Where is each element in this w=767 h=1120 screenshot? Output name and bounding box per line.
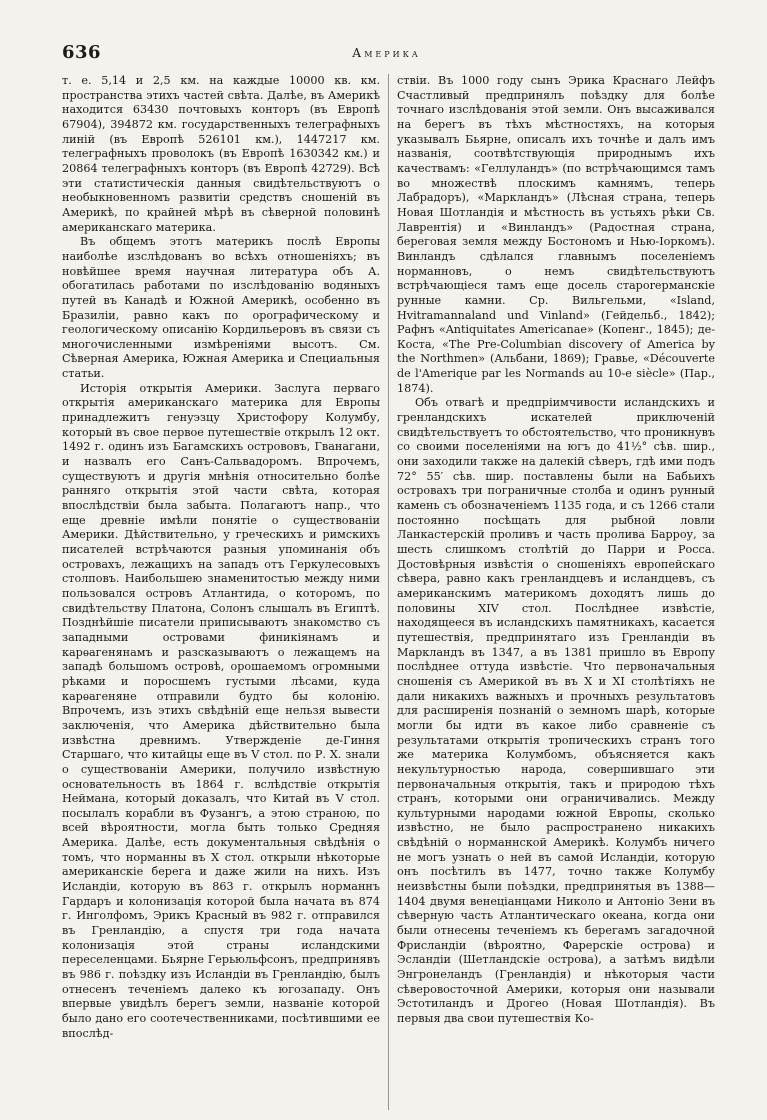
page-number: 636 xyxy=(62,42,102,63)
left-column xyxy=(62,74,388,1110)
left-paragraph-3: Исторія открытія Америки. Заслуга перваго открытія американскаго материка для Европы принадлежитъ генуэзцу Христофору Колумбу, который въ свое первое путешествіе открылъ 12 окт. 1492 г. одинъ изъ Багамскихъ острововъ, Гванагани, и назвалъ его Санъ-Сальвадоромъ. Впрочемъ, существуютъ и другія мнѣнія относительно болѣе ранняго открытія этой части свѣта, которая впослѣдствіи была забыта. Полагаютъ напр., что еще древніе имѣли понятіе о существованіи Америки. Дѣйствительно, у греческихъ и римскихъ писателей встрѣчаются разныя упоминанія объ островахъ, лежащихъ на западъ отъ Геркулесовыхъ столповъ. Наибольшею знаменитостью между ними пользовался островъ Атлантида, о которомъ, по свидѣтельству Платона, Солонъ слышалъ въ Египтѣ. Позднѣйшіе писатели приписываютъ знакомство съ западными островами финикіянамъ и карѳагенянамъ и разсказываютъ о лежащемъ на западѣ большомъ островѣ, орошаемомъ огромными рѣками и поросшемъ густыми лѣсами, куда карѳагеняне отправили будто бы колонію. Впрочемъ, изъ этихъ свѣдѣній еще нельзя вывести заключенія, что Америка дѣйствительно была извѣстна древнимъ. Утвержденіе де-Гиння Старшаго, что китайцы еще въ V стол. по Р. Х. знали о существованіи Америки, получило извѣстную основательность въ 1864 г. вслѣдствіе открытія Неймана, который доказалъ, что Китай въ V стол. посылалъ корабли въ Фузангъ, а этою страною, по всей вѣроятности, могла быть только Средняя Америка. Далѣе, есть документальныя свѣдѣнія о томъ, что норманны въ X стол. открыли нѣкоторые американскіе берега и даже жили на нихъ. Изъ Исландіи, которую въ 863 г. открылъ норманнъ Гардаръ и колонизація которой была начата въ 874 г. Инголфомъ, Эрикъ Красный въ 982 г. отправился въ Гренландію, а спустя три года начата колонизація этой страны исландскими переселенцами. Бьярне Герьюльфсонъ, предпринявъ въ 986 г. поѣздку изъ Исландіи въ Гренландію, былъ отнесенъ теченіемъ далеко къ югозападу. Онъ впервые увидѣлъ берегъ земли, названіе которой было дано его соотечественниками, посѣтившими ее впослѣд- xyxy=(62,381,380,1040)
left-paragraph-2: Въ общемъ этотъ материкъ послѣ Европы наиболѣе изслѣдованъ во всѣхъ отношеніяхъ; въ новѣйшее время научная литература объ А. обогатилась работами по изслѣдованію водяныхъ путей въ Канадѣ и Южной Америкѣ, особенно въ Бразиліи, равно какъ по орографическому и геологическому описанію Кордильеровъ въ связи съ многочисленными измѣреніями высотъ. См. Сѣверная Америка, Южная Америка и Специальныя статьи. xyxy=(62,235,380,381)
running-head: Америка xyxy=(352,46,421,60)
right-paragraph-1: ствіи. Въ 1000 году сынъ Эрика Краснаго Лейфъ Счастливый предпринялъ поѣздку для болѣе точнаго изслѣдованія этой земли. Онъ высаживался на берегъ въ тѣхъ мѣстностяхъ, на которыя указывалъ Бьярне, описалъ ихъ точнѣе и далъ имъ названія, соотвѣтствующія природнымъ ихъ качествамъ: «Геллуландъ» (по встрѣчающимся тамъ во множествѣ плоскимъ камнямъ, теперь Лабрадоръ), «Маркландъ» (Лѣсная страна, теперь Новая Шотландія и мѣстность въ устьяхъ рѣки Св. Лаврентія) и «Винландъ» (Радостная страна, береговая земля между Бостономъ и Нью-Іоркомъ). Винландъ сдѣлался главнымъ поселеніемъ норманновъ, о немъ свидѣтельствуютъ встрѣчающіеся тамъ еще досель староrерманскіе рунные камни. Ср. Вильгельми, «Island, Hvitramannaland und Vinland» (Гейдельб., 1842); Рафнъ «Antiquitates Americanae» (Копенг., 1845); де-Коста, «The Pre-Columbian discovery of America by the Northmen» (Альбани, 1869); Гравье, «Découverte de l'Amerique par les Normands au 10-e siècle» (Пар., 1874). xyxy=(397,74,715,395)
right-column xyxy=(389,74,715,1110)
left-paragraph-1: т. е. 5,14 и 2,5 км. на каждые 10000 кв. км. пространства этихъ частей свѣта. Далѣе, въ Америкѣ находится 63430 почтовыхъ конторъ (въ Европѣ 67904), 394872 км. государственныхъ телеграфныхъ линій (въ Европѣ 526101 км.), 1447217 км. телеграфныхъ проволокъ (въ Европѣ 1630342 км.) и 20864 телеграфныхъ конторъ (въ Европѣ 42729). Всѣ эти статистическія данныя свидѣтельствуютъ о необыкновенномъ развитіи средствъ сношеній въ Америкѣ, по крайней мѣрѣ въ сѣверной половинѣ американскаго материка. xyxy=(62,74,380,234)
right-paragraph-2: Объ отвагѣ и предпріимчивости исландскихъ и гренландскихъ искателей приключеній свидѣтельствуетъ то обстоятельство, что проникнувъ со своими поселеніями на югъ до 41½° сѣв. шир., они заходили также на далекій сѣверъ, гдѣ ими подъ 72° 55′ сѣв. шир. поставлены были на Бабьихъ островахъ три пограничные столба и одинъ рунный камень съ обозначеніемъ 1135 года, и съ 1266 стали постоянно посѣщать для рыбной ловли Ланкастерскій проливъ и часть пролива Барроу, за шесть слишкомъ столѣтій до Парри и Росса. Достовѣрныя извѣстія о сношеніяхъ европейскаго сѣвера, равно какъ гренландцевъ и исландцевъ, съ американскимъ материкомъ доходятъ лишь до половины XIV стол. Послѣднее извѣстіе, находящееся въ исландскихъ памятникахъ, касается путешествія, предпринятаго изъ Гренландіи въ Маркландъ въ 1347, а въ 1381 пришло въ Европу послѣднее оттуда извѣстіе. Что первоначальныя сношенія съ Америкой въ въ X и XI столѣтіяхъ не дали никакихъ важныхъ и прочныхъ результатовъ для расширенія познаній о земномъ шарѣ, которые могли бы идти въ какое либо сравненіе съ результатами открытія тропическихъ странъ того же материка Колумбомъ, объясняется какъ некультурностью народа, совершившаго эти первоначальныя открытія, такъ и природою тѣхъ странъ, которыми они ограничивались. Между культурными народами южной Европы, сколько извѣстно, не было распространено никакихъ свѣдѣній о норманнской Америкѣ. Колумбъ ничего не могъ узнать о ней въ самой Исландіи, которую онъ посѣтилъ въ 1477, точно также Колумбу неизвѣстны были поѣздки, предпринятыя въ 1388—1404 двумя венеціанцами Николо и Антоніо Зени въ сѣверную часть Атлантическаго океана, когда они были отнесены теченіемъ къ берегамъ загадочной Фрисландіи (вѣроятно, Фарерскіе острова) и Эсландіи (Шетландскіе острова), а затѣмъ видѣли Энгронеландъ (Гренландія) и нѣкоторыя части сѣверовосточной Америки, которыя они называли Эстотиландъ и Дрогео (Новая Шотландія). Въ первыя два свои путешествія Ко- xyxy=(397,396,715,1025)
page-header xyxy=(56,42,717,68)
two-column-body xyxy=(62,74,716,1110)
